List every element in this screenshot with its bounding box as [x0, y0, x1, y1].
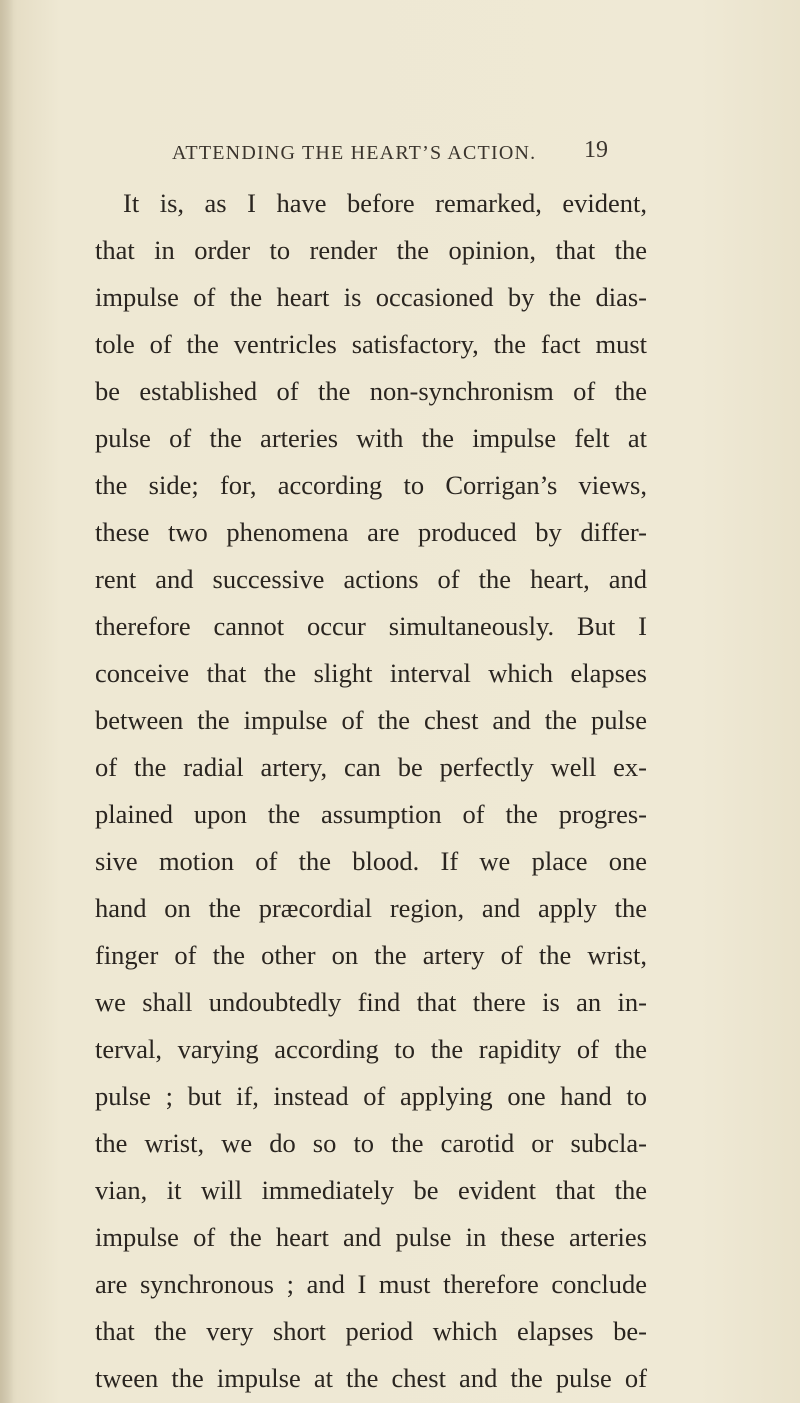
- text-line: pulse ; but if, instead of applying one hand to: [95, 1081, 647, 1111]
- text-line: are synchronous ; and I must therefore conclude: [95, 1269, 647, 1299]
- text-line: between the impulse of the chest and the pulse: [95, 705, 647, 735]
- text-line: of the radial artery, can be perfectly well ex-: [95, 752, 647, 782]
- text-line: pulse of the arteries with the impulse felt at: [95, 423, 647, 453]
- text-line: impulse of the heart and pulse in these arteries: [95, 1222, 647, 1252]
- text-line: hand on the præcordial region, and apply the: [95, 893, 647, 923]
- text-line: conceive that the slight interval which elapses: [95, 658, 647, 688]
- page-number: 19: [584, 137, 608, 163]
- text-line: sive motion of the blood. If we place one: [95, 846, 647, 876]
- text-line: impulse of the heart is occasioned by the dias-: [95, 282, 647, 312]
- text-line: be established of the non-synchronism of the: [95, 376, 647, 406]
- text-line: the side; for, according to Corrigan’s views,: [95, 470, 647, 500]
- text-line: that in order to render the opinion, that the: [95, 235, 647, 265]
- running-head: ATTENDING THE HEART’S ACTION.: [172, 142, 537, 164]
- text-line: therefore cannot occur simultaneously. But I: [95, 611, 647, 641]
- text-line: that the very short period which elapses be-: [95, 1316, 647, 1346]
- text-line: these two phenomena are produced by differ-: [95, 517, 647, 547]
- text-line: tole of the ventricles satisfactory, the fact must: [95, 329, 647, 359]
- text-line: vian, it will immediately be evident that the: [95, 1175, 647, 1205]
- text-line: plained upon the assumption of the progres-: [95, 799, 647, 829]
- gutter-shadow: [0, 0, 14, 1403]
- text-line: we shall undoubtedly find that there is an in-: [95, 987, 647, 1017]
- body-text: [95, 180, 647, 1402]
- text-line: terval, varying according to the rapidity of the: [95, 1034, 647, 1064]
- text-line: It is, as I have before remarked, evident,: [123, 188, 647, 218]
- text-line: tween the impulse at the chest and the pulse of: [95, 1363, 647, 1393]
- text-line: finger of the other on the artery of the wrist,: [95, 940, 647, 970]
- text-line: the wrist, we do so to the carotid or subcla-: [95, 1128, 647, 1158]
- text-line: rent and successive actions of the heart, and: [95, 564, 647, 594]
